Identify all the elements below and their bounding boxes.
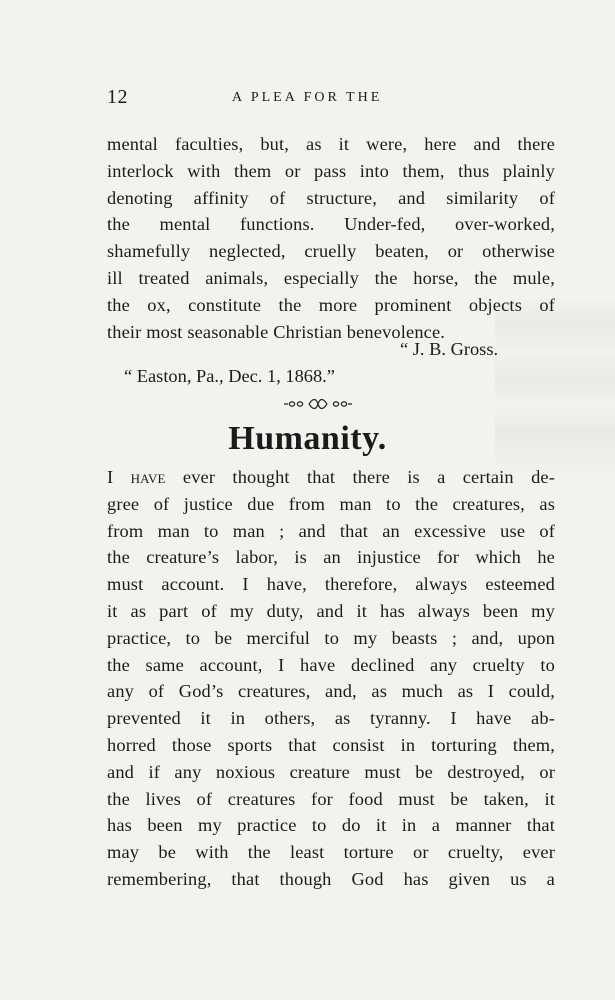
signature: “ J. B. Gross. [400,339,499,359]
running-head: A PLEA FOR THE [232,90,383,105]
text-line: shamefully neglected, cruelly beaten, or otherwise [107,241,555,262]
text-line: the same account, I have declined any cruelty to [107,654,555,675]
text-line: the lives of creatures for food must be taken, it [107,788,555,809]
opening-words: I have [107,467,166,487]
text-line: may be with the least torture or cruelty, ever [107,842,555,863]
page-number: 12 [107,86,128,108]
text-line: ill treated animals, especially the horse, the mule, [107,267,555,288]
body-paragraph [107,464,555,893]
place-date: “ Easton, Pa., Dec. 1, 1868.” [124,366,335,386]
text-line [107,464,555,491]
text-line: and if any noxious creature must be destroyed, or [107,761,555,782]
text-line: remembering, that though God has given us a [107,868,555,889]
section-heading: Humanity. [228,420,387,457]
text-line: prevented it in others, as tyranny. I have ab- [107,708,555,729]
text-line: their most seasonable Christian benevolence. [107,321,446,342]
text-line: any of God’s creatures, and, as much as I could, [107,681,555,702]
ornament-divider [283,396,353,412]
text-line: must account. I have, therefore, always esteemed [107,574,555,595]
text-line: it as part of my duty, and it has always been my [107,600,555,621]
text-line: has been my practice to do it in a manner that [107,815,555,836]
text-line: denoting affinity of structure, and similarity of [107,187,555,208]
text-line: mental faculties, but, as it were, here and there [107,134,555,154]
intro-paragraph [107,131,555,345]
text-line: gree of justice due from man to the creatures, as [107,493,555,514]
first-line-rest: ever thought that there is a certain de- [165,467,555,487]
text-line: practice, to be merciful to my beasts ; and, upon [107,627,555,648]
text-line: from man to man ; and that an excessive use of [107,520,555,541]
text-line: the ox, constitute the more prominent objects of [107,294,555,315]
text-line: the creature’s labor, is an injustice for which he [107,547,555,568]
text-line: horred those sports that consist in torturing them, [107,734,555,755]
text-line: the mental functions. Under-fed, over-worked, [107,214,555,235]
text-line: interlock with them or pass into them, thus plainly [107,160,555,181]
